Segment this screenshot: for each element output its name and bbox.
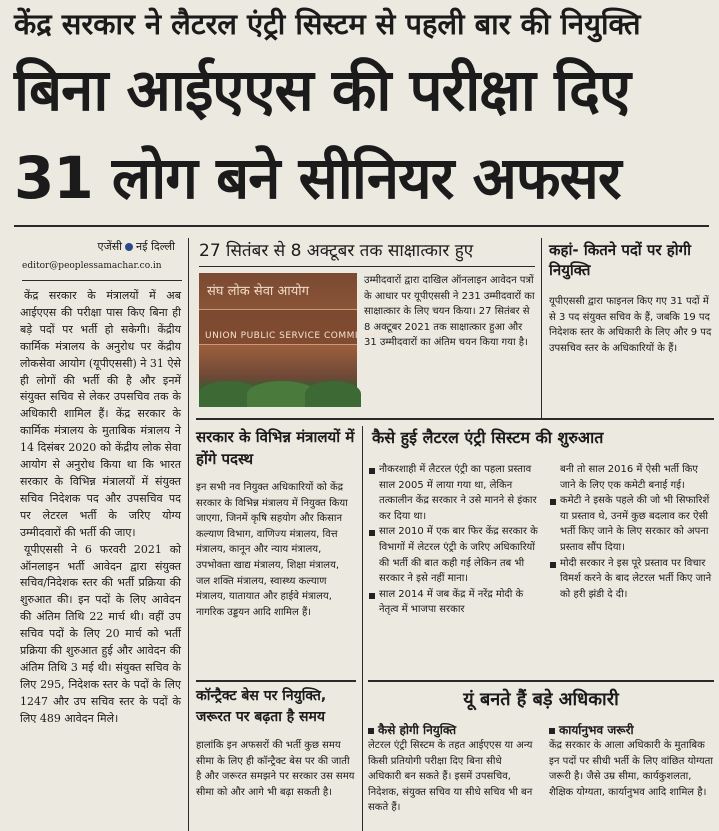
byline-agency: एजेंसी <box>97 240 123 253</box>
main-story-para-1: केंद्र सरकार के मंत्रालयों में अब आईएएस की परीक्षा पास किए बिना ही बड़े पदों पर भर्ती हो सकेगी। केंद्रीय कार्मिक मंत्रालय के अनुरोध पर केंद्रीय लोकसेवा आयोग (यूपीएससी) ने 31 ऐसे ही लोगों की भर्ती की है और इनमें संयुक्त सचिव से लेकर उपसचिव तक के अधिकारी शामिल हैं। केंद्र सरकार के कार्मिक मंत्रालय के मुताबिक मंत्रालय ने 14 दिसंबर 2020 को केंद्रीय लोक सेवा आयोग से अनुरोध किया था कि भारत सरकार के विभिन्न मंत्रालयों में संयुक्त सचिव निदेशक पद और उपसचिव पद पर लेटरल भर्ती के जरिए योग्य उम्मीदवारों की भर्ती की जाए। <box>20 289 181 539</box>
main-story-para-2: यूपीएससी ने 6 फरवरी 2021 को ऑनलाइन भर्ती आवेदन द्वारा संयुक्त सचिव/निदेशक स्तर की भर्ती प्रक्रिया की शुरुआत की। इन पदों के लिए आवेदन की अंतिम तिथि 22 मार्च थी। वहीं उप सचिव पदों के लिए 20 मार्च को भर्ती प्रक्रिया की शुरुआत हुई और आवेदन की अंतिम तिथि 3 मई थी। संयुक्त सचिव के लिए 295, निदेशक स्तर के पदों के लिए 1247 और उप सचिव स्तर के पदों के लिए 489 आवेदन मिले। <box>20 542 181 725</box>
column-divider-left <box>188 238 189 831</box>
photo-sign-english: UNION PUBLIC SERVICE COMMISSION <box>205 331 389 341</box>
section-rule-lower-right <box>368 680 714 682</box>
interview-heading: 27 सितंबर से 8 अक्टूबर तक साक्षात्कार हुए <box>199 241 474 261</box>
column-divider-top-right <box>541 238 542 418</box>
officers-column-1 <box>368 722 538 816</box>
byline-rule <box>22 280 182 281</box>
history-column-1 <box>368 462 538 618</box>
bullet-square-icon <box>549 728 555 734</box>
ministries-text: इन सभी नव नियुक्त अधिकारियों को केंद्र सरकार के विभिन्न मंत्रालय में नियुक्त किया जाएगा, जिनमें कृषि सहयोग और किसान कल्याण विभाग, वाणिज्य मंत्रालय, वित्त मंत्रालय, कानून और न्याय मंत्रालय, उपभोक्ता खाद्य मंत्रालय, शिक्षा मंत्रालय, जल शक्ति मंत्रालय, स्वास्थ्य कल्याण मंत्रालय, यातायात और हाईवे मंत्रालय, नागरिक उड्डयन आदि शामिल हैं। <box>196 482 348 618</box>
interview-text: उम्मीदवारों द्वारा दाखिल ऑनलाइन आवेदन पत्रों के आधार पर यूपीएससी ने 231 उम्मीदवारों का साक्षात्कार के लिए चयन किया। 27 सितंबर से 8 अक्टूबर 2021 तक साक्षात्कार हुआ और 31 उम्मीदवारों का अंतिम चयन किया गया है। <box>364 275 535 349</box>
posts-heading: कहां- कितने पदों पर होगी नियुक्ति <box>549 241 691 279</box>
interview-rule <box>199 266 535 267</box>
history-point-3: साल 2014 में जब केंद्र में नरेंद्र मोदी के नेतृत्व में भाजपा सरकार <box>368 587 538 618</box>
photo-shrubs <box>305 381 361 407</box>
history-continuation: बनी तो साल 2016 में ऐसी भर्ती किए जाने के लिए एक कमेटी बनाई गई। <box>560 464 698 491</box>
section-rule-middle <box>196 418 714 420</box>
bullet-dot-icon <box>125 243 133 251</box>
officers-text-1: लेटरल एंट्री सिस्टम के तहत आईएएस या अन्य किसी प्रतियोगी परीक्षा दिए बिना सीधे अधिकारी बन सकते हैं। इसमें उपसचिव, निदेशक, संयुक्त सचिव या सीधे सचिव भी बन सकते हैं। <box>368 740 533 814</box>
history-column-2 <box>549 462 714 602</box>
photo-sign-hindi: संघ लोक सेवा आयोग <box>207 284 309 299</box>
contract-text: हालांकि इन अफसरों की भर्ती कुछ समय सीमा के लिए ही कॉन्ट्रैक्ट बेस पर की जाती है और जरूरत समझने पर सरकार उस समय सीमा को और आगे भी बढ़ा सकती है। <box>196 740 355 798</box>
officers-text-2: केंद्र सरकार के आला अधिकारी के मुताबिक इन पदों पर सीधी भर्ती के लिए वांछित योग्यता जरूरी है। जैसे उम्र सीमा, कार्यकुशलता, शैक्षिक योग्यता, कार्यानुभव आदि शामिल है। <box>549 740 713 798</box>
officers-subheading-2: कार्यानुभव जरूरी <box>549 722 714 738</box>
headline-line-2: 31 लोग बने सीनियर अफसर <box>14 144 621 212</box>
officers-subheading-1: कैसे होगी नियुक्ति <box>368 722 538 738</box>
upsc-building-photo <box>199 273 389 407</box>
bullet-square-icon <box>368 728 374 734</box>
officers-column-2 <box>549 722 714 800</box>
history-point-5: मोदी सरकार ने इस पूरे प्रस्ताव पर विचार विमर्श करने के बाद लेटरल भर्ती किए जाने को हरी झंडी दे दी। <box>549 556 714 603</box>
ministries-heading: सरकार के विभिन्न मंत्रालयों में होंगे पदस्थ <box>196 428 355 468</box>
history-point-4: कमेटी ने इसके पहले की जो भी सिफारिशें या प्रस्ताव थे, उनमें कुछ बदलाव कर ऐसी भर्ती किए जाने के लिए सरकार को अपना प्रस्ताव सौंप दिया। <box>549 493 714 555</box>
headline-rule <box>14 225 709 227</box>
headline-line-1: बिना आईएएस की परीक्षा दिए <box>14 56 630 124</box>
byline-city: नई दिल्ली <box>136 240 175 253</box>
byline-email: editor@peoplessamachar.co.in <box>22 261 162 271</box>
kicker: केंद्र सरकार ने लैटरल एंट्री सिस्टम से पहली बार की नियुक्ति <box>14 7 641 41</box>
main-story <box>20 288 181 728</box>
byline <box>40 240 175 254</box>
posts-text: यूपीएससी द्वारा फाइनल किए गए 31 पदों में से 3 पद संयुक्त सचिव के हैं, जबकि 19 पद निदेशक स्तर के अधिकारी के लिए और 9 पद उपसचिव स्तर के अधिकारियों के हैं। <box>549 296 712 354</box>
officers-heading: यूं बनते हैं बड़े अधिकारी <box>463 689 619 710</box>
section-rule-lower-left <box>196 680 356 682</box>
history-heading: कैसे हुई लैटरल एंट्री सिस्टम की शुरुआत <box>372 428 604 447</box>
contract-heading: कॉन्ट्रैक्ट बेस पर नियुक्ति, जरूरत पर बढ़ता है समय <box>196 688 327 725</box>
history-point-2: साल 2010 में एक बार फिर केंद्र सरकार के विभागों में लेटरल एंट्री के जरिए अधिकारियों की भर्ती की बात कही गई लेकिन तब भी सरकार ने इसे नहीं माना। <box>368 524 538 586</box>
column-divider-middle <box>362 426 363 831</box>
history-point-1: नौकरशाही में लैटरल एंट्री का पहला प्रस्ताव साल 2005 में लाया गया था, लेकिन तत्कालीन केंद्र सरकार ने उसे मानने से इंकार कर दिया था। <box>368 462 538 524</box>
